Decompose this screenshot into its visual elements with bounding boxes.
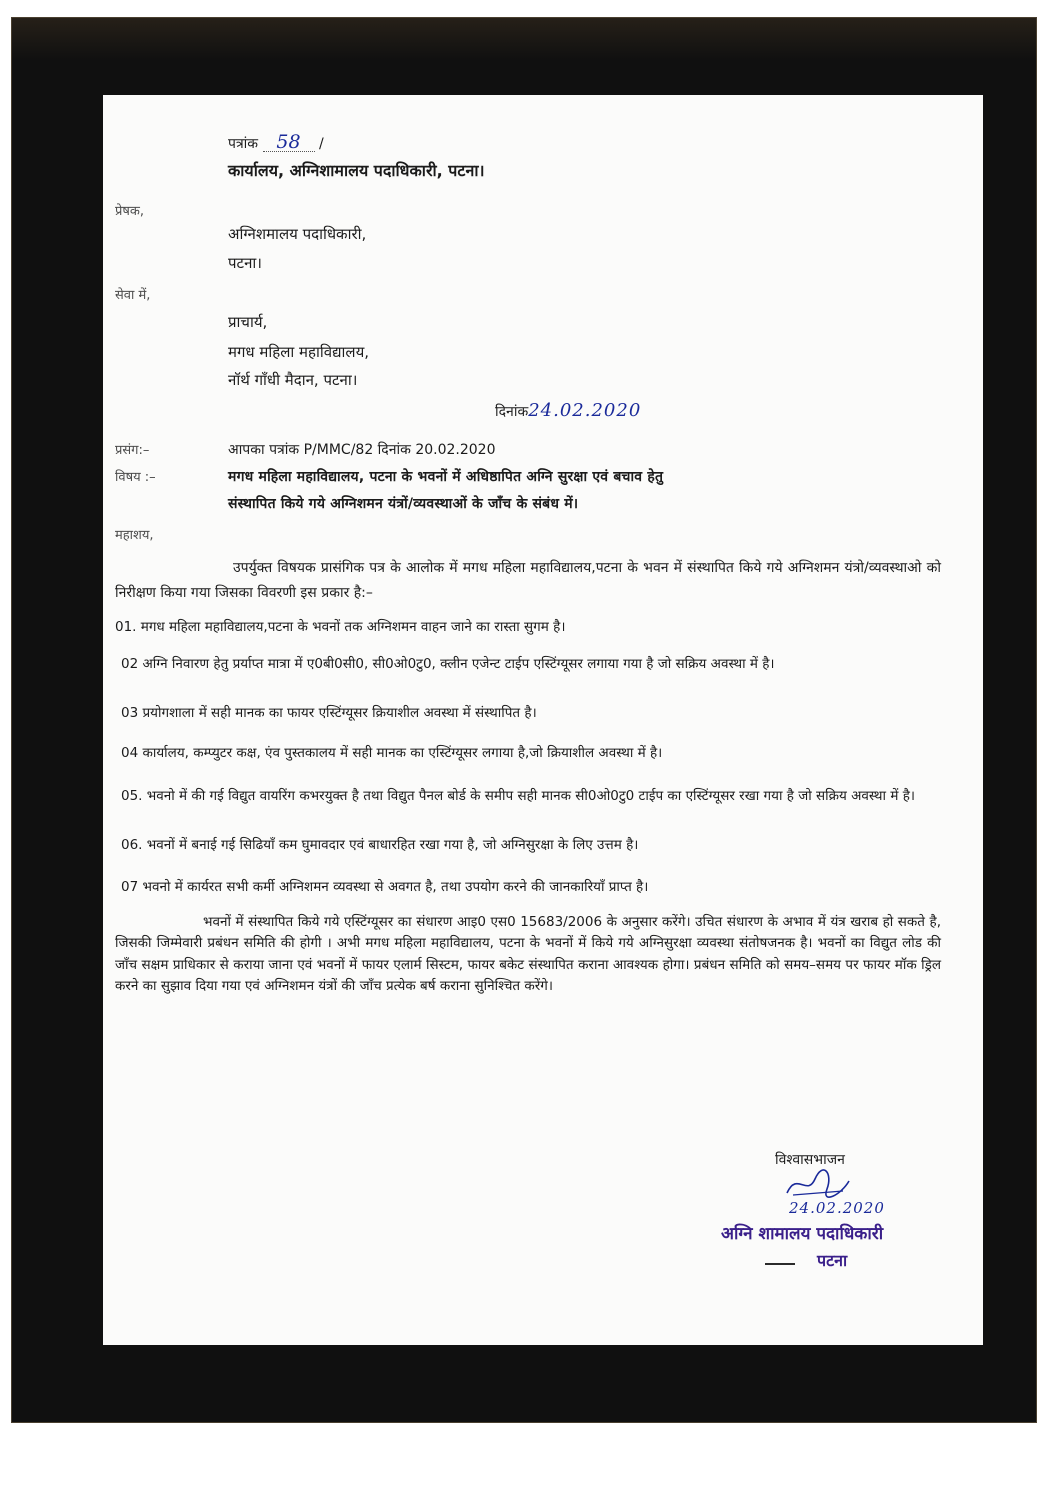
- ref-slash: /: [318, 136, 324, 152]
- seal-line-2: पटना: [817, 1251, 848, 1270]
- sign-off: विश्वासभाजन: [775, 1152, 845, 1168]
- salutation: महाशय,: [115, 528, 154, 543]
- recipient-label: सेवा में,: [115, 288, 151, 303]
- list-item-4: 04 कार्यालय, कम्प्युटर कक्ष, एंव पुस्तकालय में सही मानक का एस्टिंग्यूसर लगाया है,जो क्रियाशील अवस्था में है।: [121, 745, 663, 761]
- sender-line-1: अग्निशमालय पदाधिकारी,: [228, 225, 367, 243]
- subject-label: विषय :–: [115, 470, 156, 485]
- subject-line-1: मगध महिला महाविद्यालय, पटना के भवनों में अधिष्ठापित अग्नि सुरक्षा एवं बचाव हेतु: [228, 469, 664, 485]
- ref-label: पत्रांक: [228, 136, 259, 152]
- reference-line: [228, 133, 324, 153]
- intro-paragraph: उपर्युक्त विषयक प्रासंगिक पत्र के आलोक में मगध महिला महाविद्यालय,पटना के भवन में संस्थापित किये गये अग्निशमन यंत्रो/व्यवस्थाओ को निरीक्षण किया गया जिसका विवरणी इस प्रकार है:–: [115, 560, 941, 601]
- closing-paragraph: भवनों में संस्थापित किये गये एस्टिंग्यूसर का संधारण आइ0 एस0 15683/2006 के अनुसार करेंगे। उचित संधारण के अभाव में यंत्र खराब हो सकते है, जिसकी जिम्मेवारी प्रबंधन समिति की होगी । अभी मगध महिला महाविद्यालय, पटना के भवनों में किये गये अग्निसुरक्षा व्यवस्था संतोषजनक है। भवनों का विद्युत लोड की जाँच सक्षम प्राधिकार से कराया जाना एवं भवनों में फायर एलार्म सिस्टम, फायर बकेट संस्थापित कराना आवश्यक होगा। प्रबंधन समिति को समय–समय पर फायर मॉक ड्रिल करने का सुझाव दिया गया एवं अग्निशमन यंत्रों की जाँच प्रत्येक बर्ष कराना सुनिश्चित करेंगे।: [115, 914, 941, 995]
- list-item-5: 05. भवनो में की गई विद्युत वायरिंग कभरयुक्त है तथा विद्युत पैनल बोर्ड के समीप सही मानक सी0ओ0टु0 टाईप का एस्टिंग्यूसर रखा गया है जो सक्रिय अवस्था में है।: [121, 788, 915, 804]
- list-item-7: 07 भवनो में कार्यरत सभी कर्मी अग्निशमन व्यवस्था से अवगत है, तथा उपयोग करने की जानकारियाँ प्राप्त है।: [121, 879, 649, 895]
- frame-top-edge: [12, 18, 1036, 60]
- date-line: [495, 402, 641, 421]
- recipient-line-2: मगध महिला महाविद्यालय,: [228, 343, 370, 361]
- letter-page: [103, 95, 983, 1345]
- sender-label: प्रेषक,: [115, 204, 145, 219]
- list-item-2: 02 अग्नि निवारण हेतु प्रर्याप्त मात्रा में ए0बी0सी0, सी0ओ0टु0, क्लीन एजेन्ट टाईप एस्टिंग्यूसर लगाया गया है जो सक्रिय अवस्था में है।: [121, 656, 775, 672]
- context-label: प्रसंग:–: [115, 443, 150, 458]
- list-item-3: 03 प्रयोगशाला में सही मानक का फायर एस्टिंग्यूसर क्रियाशील अवस्था में संस्थापित है।: [121, 705, 537, 721]
- date-label: दिनांक: [495, 404, 529, 420]
- seal-line-1: अग्नि शामालय पदाधिकारी: [721, 1224, 884, 1244]
- ref-number: 58: [263, 133, 315, 152]
- date-value: 24.02.2020: [528, 400, 642, 421]
- seal-dash: [765, 1263, 795, 1265]
- office-heading: कार्यालय, अग्निशामालय पदाधिकारी, पटना।: [228, 161, 485, 180]
- recipient-line-3: नॉर्थ गाँधी मैदान, पटना।: [228, 371, 358, 389]
- subject-line-2: संस्थापित किये गये अग्निशमन यंत्रों/व्यवस्थाओं के जाँच के संबंध में।: [228, 496, 579, 512]
- signature-date: 24.02.2020: [789, 1199, 885, 1217]
- signature-scribble: [783, 1167, 853, 1201]
- list-item-6: 06. भवनों में बनाई गई सिढियाँ कम घुमावदार एवं बाधारहित रखा गया है, जो अग्निसुरक्षा के लिए उत्तम है।: [121, 837, 639, 853]
- sender-line-2: पटना।: [228, 254, 262, 272]
- context-text: आपका पत्रांक P/MMC/82 दिनांक 20.02.2020: [228, 442, 496, 458]
- list-item-1: 01. मगध महिला महाविद्यालय,पटना के भवनों तक अग्निशमन वाहन जाने का रास्ता सुगम है।: [115, 619, 566, 635]
- recipient-line-1: प्राचार्य,: [228, 313, 268, 331]
